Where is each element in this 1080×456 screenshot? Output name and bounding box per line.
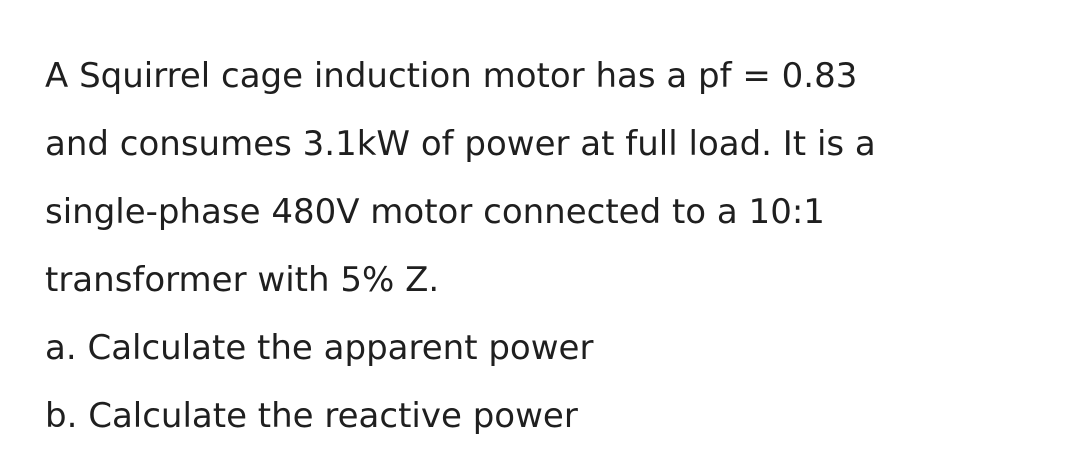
question-line: single-phase 480V motor connected to a 10:1: [45, 192, 825, 232]
question-part-b: b. Calculate the reactive power: [45, 396, 578, 436]
question-text: [45, 42, 1045, 450]
question-line: A Squirrel cage induction motor has a pf = 0.83: [45, 56, 858, 96]
question-line: and consumes 3.1kW of power at full load. It is a: [45, 124, 876, 164]
question-part-a: a. Calculate the apparent power: [45, 328, 594, 368]
question-line: transformer with 5% Z.: [45, 260, 440, 300]
